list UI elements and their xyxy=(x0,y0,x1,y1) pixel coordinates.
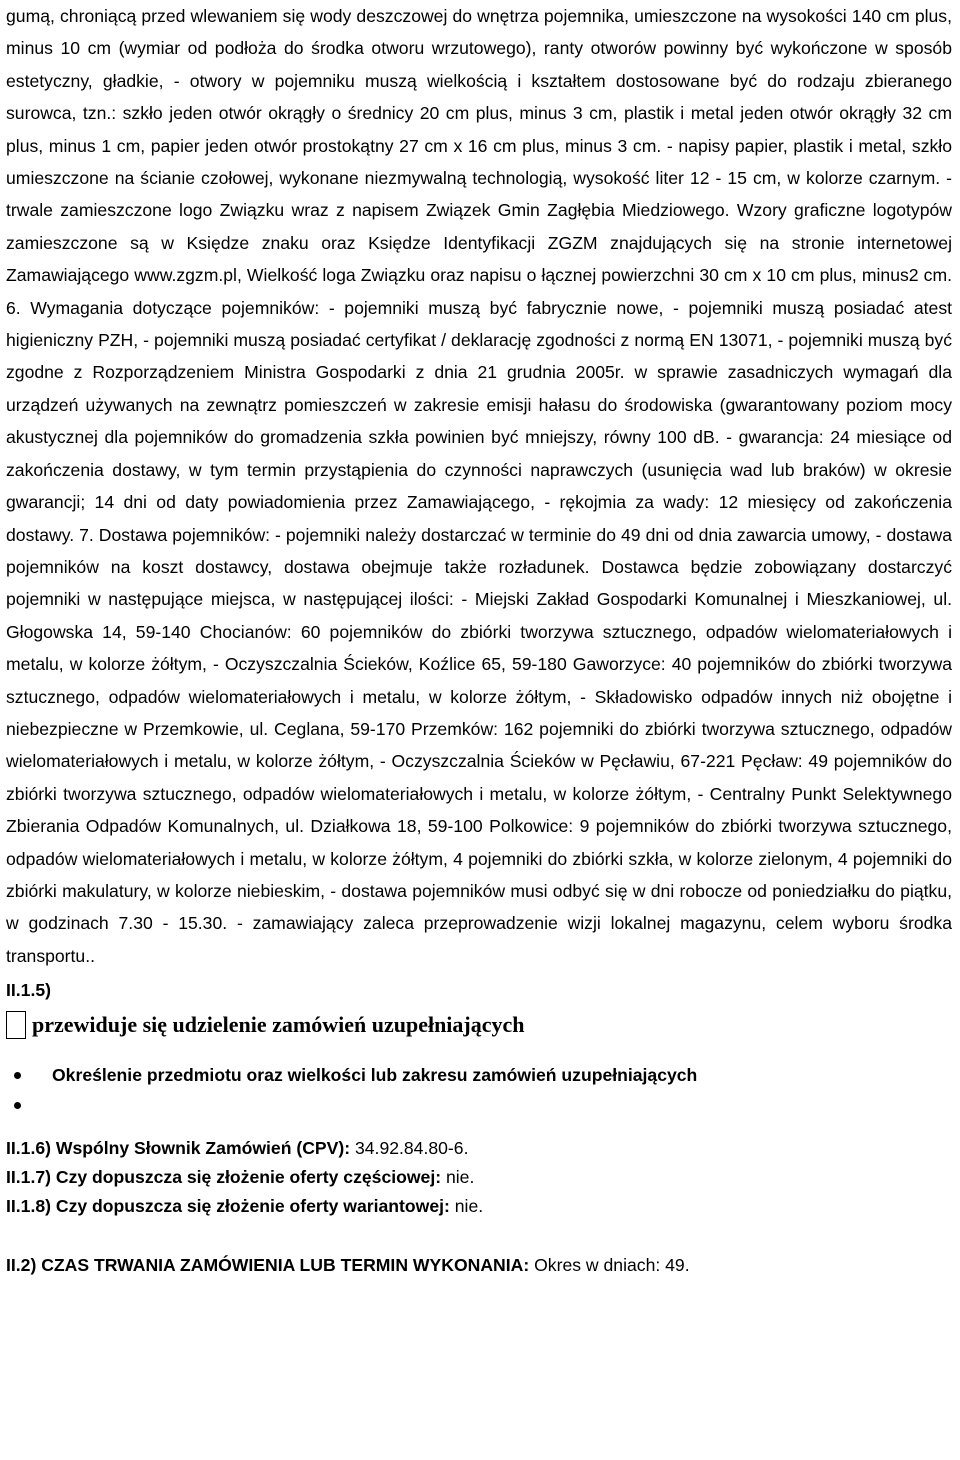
partial-offer-label: II.1.7) Czy dopuszcza się złożenie oferty częściowej: xyxy=(6,1167,442,1188)
supplementary-orders-option xyxy=(6,1008,952,1042)
list-item xyxy=(6,1060,952,1090)
checkbox-label: przewiduje się udzielenie zamówień uzupełniających xyxy=(32,1012,525,1038)
bullet-icon xyxy=(14,1072,21,1079)
specification-paragraph: gumą, chroniącą przed wlewaniem się wody deszczowej do wnętrza pojemnika, umieszczone na wysokości 140 cm plus, minus 10 cm (wymiar od podłoża do środka otworu wrzutowego), ranty otworów powinny być wykończone w sposób estetyczny, gładkie, - otwory w pojemniku muszą wielkością i kształtem dostosowane być do rodzaju zbieranego surowca, tzn.: szkło jeden otwór okrągły o średnicy 20 cm plus, minus 3 cm, plastik i metal jeden otwór okrągły 32 cm plus, minus 1 cm, papier jeden otwór prostokątny 27 cm x 16 cm plus, minus 3 cm. - napisy papier, plastik i metal, szkło umieszczone na ścianie czołowej, wykonane niezmywalną technologią, wysokość liter 12 - 15 cm, w kolorze czarnym. - trwale zamieszczone logo Związku wraz z napisem Związek Gmin Zagłębia Miedziowego. Wzory graficzne logotypów zamieszczone są w Księdze znaku oraz Księdze Identyfikacji ZGZM znajdujących się na stronie internetowej Zamawiającego www.zgzm.pl, Wielkość loga Związku oraz napisu o łącznej powierzchni 30 cm x 10 cm plus, minus2 cm. 6. Wymagania dotyczące pojemników: - pojemniki muszą być fabrycznie nowe, - pojemniki muszą posiadać atest higieniczny PZH, - pojemniki muszą posiadać certyfikat / deklarację zgodności z normą EN 13071, - pojemniki muszą być zgodne z Rozporządzeniem Ministra Gospodarki z dnia 21 grudnia 2005r. w sprawie zasadniczych wymagań dla urządzeń używanych na zewnątrz pomieszczeń w zakresie emisji hałasu do środowiska (gwarantowany poziom mocy akustycznej dla pojemników do gromadzenia szkła powinien być mniejszy, równy 100 dB. - gwarancja: 24 miesiące od zakończenia dostawy, w tym termin przystąpienia do czynności naprawczych (usunięcia wad lub braków) w okresie gwarancji; 14 dni od daty powiadomienia przez Zamawiającego, - rękojmia za wady: 12 miesięcy od zakończenia dostawy. 7. Dostawa pojemników: - pojemniki należy dostarczać w terminie do 49 dni od dnia zawarcia umowy, - dostawa pojemników na koszt dostawcy, dostawa obejmuje także rozładunek. Dostawca będzie zobowiązany dostarczyć pojemniki w następujące miejsca, w następującej ilości: - Miejski Zakład Gospodarki Komunalnej i Mieszkaniowej, ul. Głogowska 14, 59-140 Chocianów: 60 pojemników do zbiórki tworzywa sztucznego, odpadów wielomateriałowych i metalu, w kolorze żółtym, - Oczyszczalnia Ścieków, Koźlice 65, 59-180 Gaworzyce: 40 pojemników do zbiórki tworzywa sztucznego, odpadów wielomateriałowych i metalu, w kolorze żółtym, - Składowisko odpadów innych niż obojętne i niebezpieczne w Przemkowie, ul. Ceglana, 59-170 Przemków: 162 pojemniki do zbiórki tworzywa sztucznego, odpadów wielomateriałowych i metalu, w kolorze żółtym, - Oczyszczalnia Ścieków w Pęcławiu, 67-221 Pęcław: 49 pojemników do zbiórki tworzywa sztucznego, odpadów wielomateriałowych i metalu, w kolorze żółtym, - Centralny Punkt Selektywnego Zbierania Odpadów Komunalnych, ul. Działkowa 18, 59-100 Polkowice: 9 pojemników do zbiórki tworzywa sztucznego, odpadów wielomateriałowych i metalu, w kolorze żółtym, 4 pojemniki do zbiórki szkła, w kolorze zielonym, 4 pojemniki do zbiórki makulatury, w kolorze niebieskim, - dostawa pojemników musi odbyć się w dni robocze od poniedziałku do piątku, w godzinach 7.30 - 15.30. - zamawiający zaleca przeprowadzenie wizji lokalnej magazynu, celem wyboru środka transportu.. xyxy=(6,6,952,966)
list-item xyxy=(6,1090,952,1120)
cpv-value: 34.92.84.80-6. xyxy=(350,1138,469,1159)
checkbox[interactable] xyxy=(6,1011,26,1039)
list-item-text: Określenie przedmiotu oraz wielkości lub zakresu zamówień uzupełniających xyxy=(52,1065,698,1086)
duration-label: II.2) CZAS TRWANIA ZAMÓWIENIA LUB TERMIN WYKONANIA: xyxy=(6,1255,530,1276)
duration-value: Okres w dniach: 49. xyxy=(529,1255,690,1276)
variant-offer-label: II.1.8) Czy dopuszcza się złożenie oferty wariantowej: xyxy=(6,1196,450,1217)
variant-offer-line xyxy=(6,1192,952,1221)
partial-offer-value: nie. xyxy=(441,1167,475,1188)
section-ref-ii-1-5: II.1.5) xyxy=(6,980,51,1001)
partial-offer-line xyxy=(6,1163,952,1192)
bullet-icon xyxy=(14,1102,21,1109)
cpv-line xyxy=(6,1134,952,1163)
bullet-list xyxy=(6,1060,952,1120)
cpv-label: II.1.6) Wspólny Słownik Zamówień (CPV): xyxy=(6,1138,351,1159)
duration-line xyxy=(6,1251,952,1280)
variant-offer-value: nie. xyxy=(449,1196,484,1217)
document-page xyxy=(6,0,952,1280)
